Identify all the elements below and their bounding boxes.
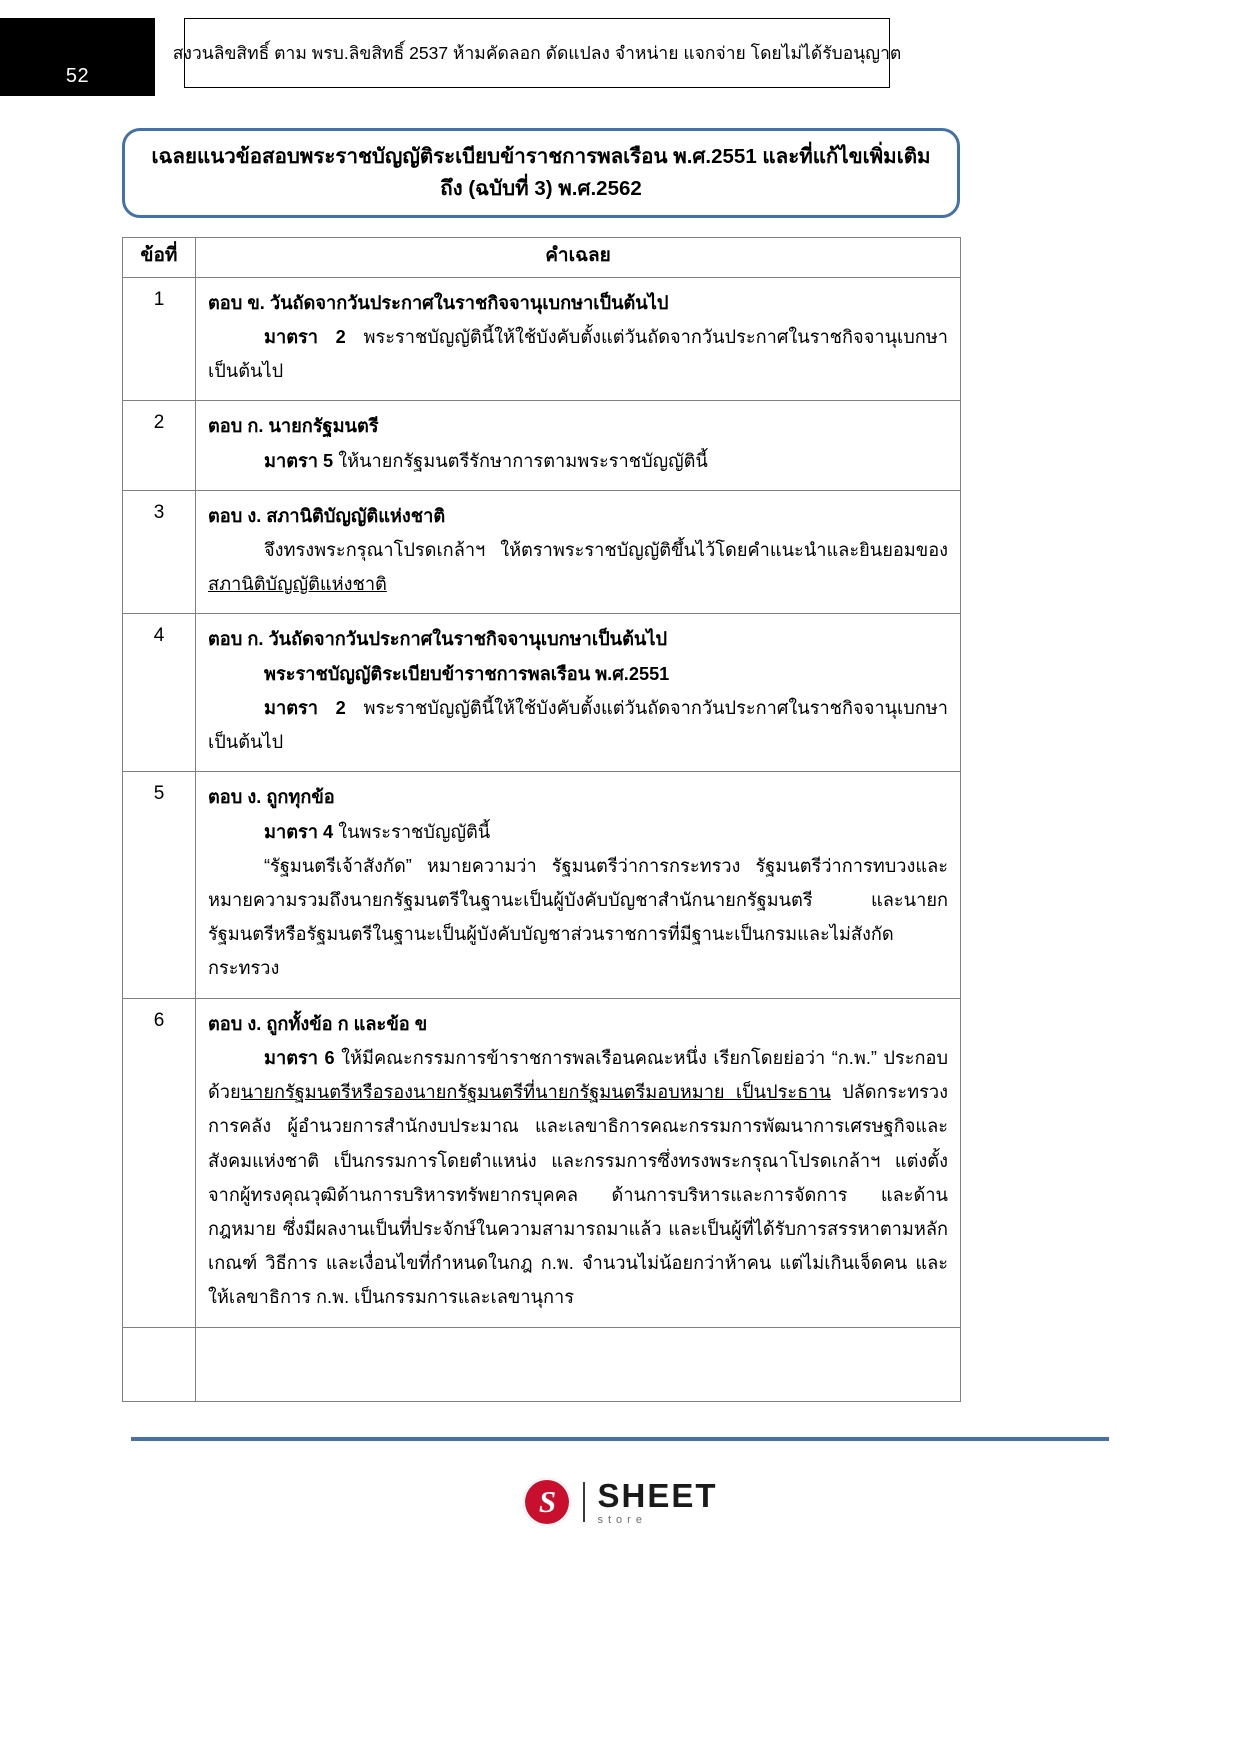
table-row [123, 277, 961, 401]
section-body: ในพระราชบัญญัตินี้ [338, 821, 491, 842]
page-header [0, 18, 1000, 96]
answer-explanation [208, 444, 948, 478]
answer-heading: ตอบ ง. ถูกทุกข้อ [208, 787, 335, 808]
row-answer [196, 998, 961, 1327]
row-number: 5 [123, 772, 196, 998]
row-answer [196, 772, 961, 998]
definition-paragraph: “รัฐมนตรีเจ้าสังกัด” หมายความว่า รัฐมนตรีว่าการกระทรวง รัฐมนตรีว่าการทบวงและหมายความรวมถึงนายกรัฐมนตรีในฐานะเป็นผู้บังคับบัญชาสำนักนายกรัฐมนตรี และนายกรัฐมนตรีหรือรัฐมนตรีในฐานะเป็นผู้บังคับบัญชาส่วนราชการที่มีฐานะเป็นกรมและไม่สังกัดกระทรวง [208, 855, 948, 979]
page-number: 52 [65, 65, 90, 87]
answer-heading: ตอบ ก. วันถัดจากวันประกาศในราชกิจจานุเบกษาเป็นต้นไป [208, 629, 668, 650]
sheet-store-logo-icon [523, 1478, 571, 1526]
spacer-answer-cell [196, 1327, 961, 1401]
row-number: 1 [123, 277, 196, 401]
answer-explanation [208, 815, 948, 849]
section-label: มาตรา 6 [264, 1047, 335, 1068]
table-body [123, 277, 961, 1401]
section-label: มาตรา 2 [264, 326, 346, 347]
section-label: มาตรา 4 [264, 821, 334, 842]
page-number-block [0, 18, 155, 96]
page-title: เฉลยแนวข้อสอบพระราชบัญญัติระเบียบข้าราชการพลเรือน พ.ศ.2551 และที่แก้ไขเพิ่มเติมถึง (ฉบับที่ 3) พ.ศ.2562 [151, 145, 931, 200]
section-body-underlined: นายกรัฐมนตรีหรือรองนายกรัฐมนตรีที่นายกรัฐมนตรีมอบหมาย เป็นประธาน [240, 1082, 831, 1103]
row-answer [196, 614, 961, 772]
act-title: พระราชบัญญัติระเบียบข้าราชการพลเรือน พ.ศ.2551 [264, 663, 670, 684]
column-header-answer: คำเฉลย [196, 238, 961, 278]
section-label: มาตรา 5 [264, 450, 334, 471]
copyright-notice-box [172, 18, 902, 88]
table-row [123, 490, 961, 614]
table-header-row [123, 238, 961, 278]
section-body: จึงทรงพระกรุณาโปรดเกล้าฯ ให้ตราพระราชบัญญัติขึ้นไว้โดยคำแนะนำและยินยอมของ [264, 540, 948, 560]
section-body: พระราชบัญญัตินี้ให้ใช้บังคับตั้งแต่วันถัดจากวันประกาศในราชกิจจานุเบกษาเป็นต้นไป [208, 697, 948, 753]
row-number: 3 [123, 490, 196, 614]
document-title-box [122, 128, 960, 218]
answer-explanation [208, 320, 948, 388]
row-answer [196, 277, 961, 401]
section-body-part-1: ให้มีคณะกรรมการข้าราชการพลเรือนคณะหนึ่ง เรียกโดยย่อว่า “ก.พ.” ประกอบด้วย [208, 1047, 948, 1103]
row-answer [196, 401, 961, 490]
answer-explanation [208, 1041, 948, 1315]
table-row [123, 998, 961, 1327]
table-head [123, 238, 961, 278]
answer-key-table [122, 237, 961, 1402]
answer-heading: ตอบ ข. วันถัดจากวันประกาศในราชกิจจานุเบกษาเป็นต้นไป [208, 292, 669, 313]
section-body-underlined: สภานิติบัญญัติแห่งชาติ [208, 574, 387, 595]
row-answer [196, 490, 961, 614]
row-number: 6 [123, 998, 196, 1327]
answer-heading: ตอบ ง. ถูกทั้งข้อ ก และข้อ ข [208, 1013, 428, 1034]
table-row [123, 614, 961, 772]
copyright-notice-text: สงวนลิขสิทธิ์ ตาม พรบ.ลิขสิทธิ์ 2537 ห้ามคัดลอก ดัดแปลง จำหน่าย แจกจ่าย โดยไม่ได้รับอนุญาต [172, 42, 902, 63]
table-row [123, 401, 961, 490]
row-number: 2 [123, 401, 196, 490]
section-body: ให้นายกรัฐมนตรีรักษาการตามพระราชบัญญัตินี้ [338, 450, 708, 471]
brand-subtitle: store [597, 1513, 647, 1526]
footer-divider [131, 1437, 1109, 1441]
logo-divider [583, 1482, 585, 1522]
table-spacer-row [123, 1327, 961, 1401]
column-header-number: ข้อที่ [123, 238, 196, 278]
footer-brand-logo [0, 1478, 1241, 1526]
row-number: 4 [123, 614, 196, 772]
answer-explanation [208, 691, 948, 759]
section-body: พระราชบัญญัตินี้ให้ใช้บังคับตั้งแต่วันถัดจากวันประกาศในราชกิจจานุเบกษาเป็นต้นไป [208, 326, 948, 382]
section-label: มาตรา 2 [264, 697, 346, 718]
spacer-number-cell [123, 1327, 196, 1401]
answer-heading: ตอบ ง. สภานิติบัญญัติแห่งชาติ [208, 505, 446, 526]
section-body-part-2: ปลัดกระทรวงการคลัง ผู้อำนวยการสำนักงบประมาณ และเลขาธิการคณะกรรมการพัฒนาการเศรษฐกิจและสังคมแห่งชาติ เป็นกรรมการโดยตำแหน่ง และกรรมการซึ่งทรงพระกรุณาโปรดเกล้าฯ แต่งตั้งจากผู้ทรงคุณวุฒิด้านการบริหารทรัพยากรบุคคล ด้านการบริหารและการจัดการ และด้านกฎหมาย ซึ่งมีผลงานเป็นที่ประจักษ์ในความสามารถมาแล้ว และเป็นผู้ที่ได้รับการสรรหาตามหลักเกณฑ์ วิธีการ และเงื่อนไขที่กำหนดในกฎ ก.พ. จำนวนไม่น้อยกว่าห้าคน แต่ไม่เกินเจ็ดคน และให้เลขาธิการ ก.พ. เป็นกรรมการและเลขานุการ [208, 1082, 948, 1308]
answer-explanation [208, 533, 948, 601]
answer-heading: ตอบ ก. นายกรัฐมนตรี [208, 416, 379, 437]
table-row [123, 772, 961, 998]
brand-name: SHEET [597, 1476, 718, 1514]
brand-wordmark [597, 1476, 718, 1526]
logo-letter: S [538, 1483, 557, 1519]
